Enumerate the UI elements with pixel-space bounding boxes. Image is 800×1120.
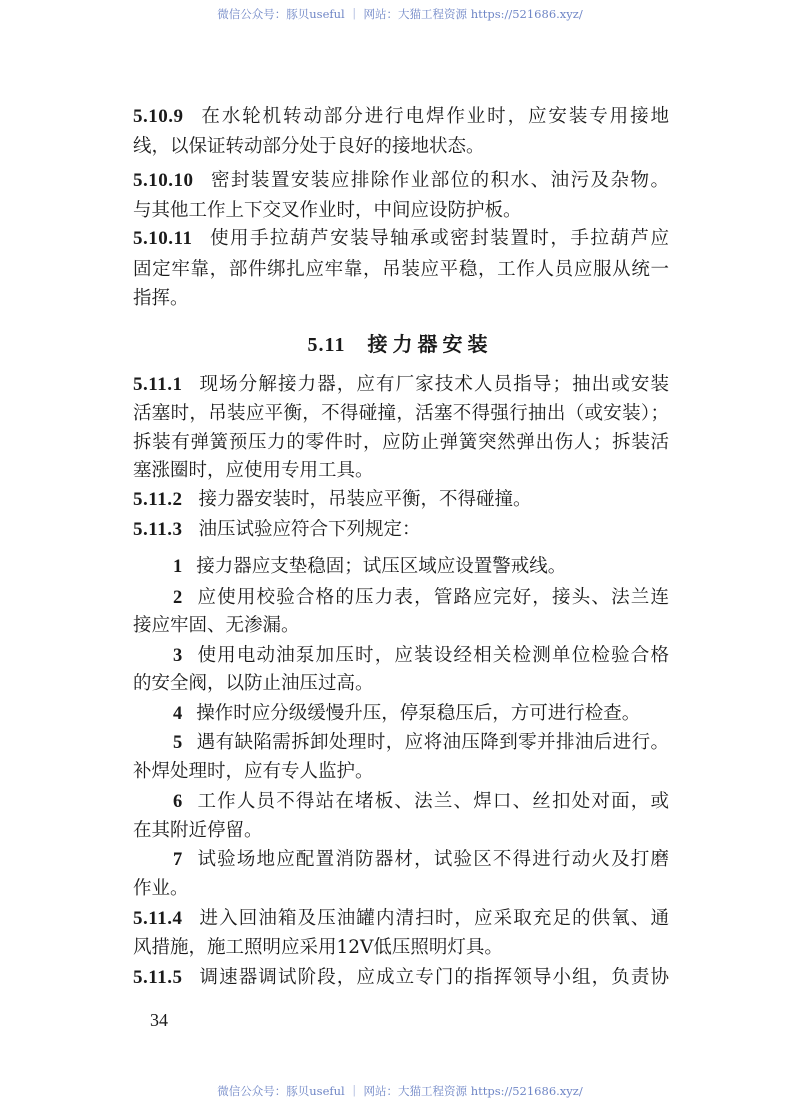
watermark-top: 微信公众号：豚贝useful ｜ 网站：大猫工程资源 https://521686.xyz/	[217, 7, 583, 21]
line-text: 使用电动油泵加压时，应装设经相关检测单位检验合格	[196, 645, 669, 666]
line-text: 接力器安装时，吊装应平衡，不得碰撞。	[198, 489, 532, 510]
text-line	[133, 373, 669, 397]
text-line	[133, 672, 669, 696]
line-text: 密封装置安装应排除作业部位的积水、油污及杂物。	[209, 170, 669, 191]
clause-number: 5.11.4	[133, 908, 183, 929]
line-text: 固定牢靠，部件绑扎应牢靠，吊装应平稳，工作人员应服从统一	[133, 259, 669, 280]
text-line	[173, 790, 669, 814]
line-text: 试验场地应配置消防器材，试验区不得进行动火及打磨	[196, 849, 669, 870]
text-line	[133, 287, 669, 311]
line-text: 接应牢固、无渗漏。	[133, 615, 300, 636]
section-title: 接力器安装	[367, 332, 493, 356]
text-line	[133, 135, 669, 159]
line-text: 在其附近停留。	[133, 820, 263, 841]
text-line	[173, 848, 669, 872]
text-line	[133, 459, 669, 483]
item-number: 7	[173, 850, 183, 870]
item-number: 3	[173, 646, 183, 666]
watermark-bottom: 微信公众号：豚贝useful ｜ 网站：大猫工程资源 https://521686.xyz/	[217, 1084, 583, 1098]
item-number: 5	[173, 733, 183, 753]
text-line	[133, 169, 669, 193]
line-text: 与其他工作上下交叉作业时，中间应设防护板。	[133, 200, 522, 221]
text-line	[173, 702, 669, 726]
line-text: 操作时应分级缓慢升压，停泵稳压后，方可进行检查。	[196, 703, 641, 724]
line-text: 风措施，施工照明应采用12V低压照明灯具。	[133, 937, 503, 958]
item-number: 4	[173, 704, 183, 724]
item-number: 2	[173, 588, 183, 608]
line-text: 线，以保证转动部分处于良好的接地状态。	[133, 136, 485, 157]
line-text: 活塞时，吊装应平衡，不得碰撞，活塞不得强行抽出（或安装）；	[133, 403, 669, 424]
line-text: 工作人员不得站在堵板、法兰、焊口、丝扣处对面，或	[196, 791, 669, 812]
text-line	[133, 614, 669, 638]
text-line	[173, 555, 669, 579]
text-line	[133, 907, 669, 931]
line-text: 遇有缺陷需拆卸处理时，应将油压降到零并排油后进行。	[196, 732, 669, 753]
line-text: 现场分解接力器，应有厂家技术人员指导；抽出或安装	[198, 374, 669, 395]
text-line	[133, 518, 669, 542]
text-line	[133, 258, 669, 282]
text-line	[133, 819, 669, 843]
text-line	[133, 877, 669, 901]
section-number: 5.11	[307, 334, 346, 356]
text-line	[133, 936, 669, 960]
line-text: 调速器调试阶段，应成立专门的指挥领导小组，负责协	[198, 967, 669, 988]
item-number: 6	[173, 792, 183, 812]
line-text: 指挥。	[133, 288, 189, 309]
line-text: 应使用校验合格的压力表，管路应完好，接头、法兰连	[196, 587, 669, 608]
clause-number: 5.11.2	[133, 489, 183, 510]
line-text: 在水轮机转动部分进行电焊作业时，应安装专用接地	[199, 106, 669, 127]
clause-number: 5.10.11	[133, 228, 193, 249]
text-line	[133, 431, 669, 455]
section-heading	[0, 328, 800, 357]
text-line	[173, 586, 669, 610]
text-line	[133, 199, 669, 223]
line-text: 油压试验应符合下列规定：	[198, 519, 421, 540]
item-number: 1	[173, 557, 183, 577]
clause-number: 5.11.3	[133, 519, 183, 540]
text-line	[133, 760, 669, 784]
line-text: 作业。	[133, 878, 189, 899]
text-line	[133, 488, 669, 512]
text-line	[133, 966, 669, 990]
clause-number: 5.10.10	[133, 170, 194, 191]
text-line	[173, 644, 669, 668]
line-text: 接力器应支垫稳固；试压区域应设置警戒线。	[196, 556, 567, 577]
clause-number: 5.11.5	[133, 967, 183, 988]
line-text: 使用手拉葫芦安装导轴承或密封装置时，手拉葫芦应	[208, 228, 669, 249]
text-line	[133, 227, 669, 251]
text-line	[173, 731, 669, 755]
page-number: 34	[150, 1010, 168, 1030]
text-line	[133, 105, 669, 129]
line-text: 进入回油箱及压油罐内清扫时，应采取充足的供氧、通	[198, 908, 669, 929]
text-line	[133, 402, 669, 426]
clause-number: 5.10.9	[133, 106, 184, 127]
clause-number: 5.11.1	[133, 374, 183, 395]
line-text: 拆装有弹簧预压力的零件时，应防止弹簧突然弹出伤人；拆装活	[133, 432, 669, 453]
line-text: 的安全阀，以防止油压过高。	[133, 673, 374, 694]
line-text: 塞涨圈时，应使用专用工具。	[133, 460, 374, 481]
line-text: 补焊处理时，应有专人监护。	[133, 761, 374, 782]
